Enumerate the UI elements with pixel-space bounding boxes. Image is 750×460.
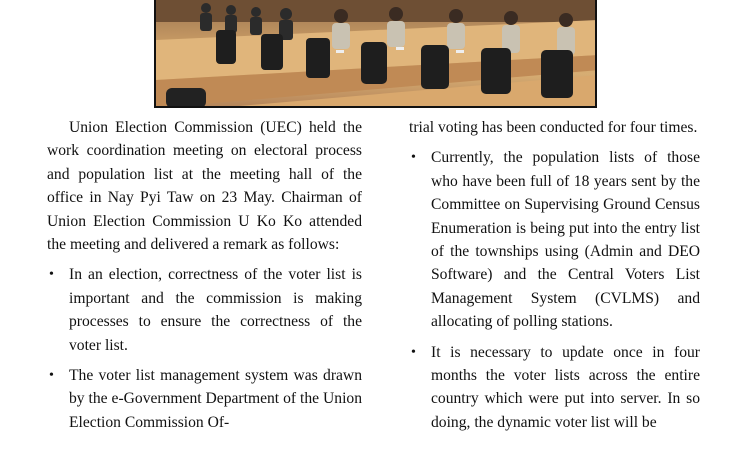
- bullet-text: It is necessary to update once in four months the voter lists across the entire country which were put into server. In so doing, the dynamic voter list will be: [431, 343, 700, 431]
- bullet-text: In an election, correctness of the voter list is important and the commission is making processes to ensure the correctness of the voter list.: [69, 266, 362, 354]
- bullet-text: Currently, the population lists of those who have been full of 18 years sent by the Committee on Supervising Ground Census Enumeration is being put into the entry list of the townships using (Admin and DEO Software) and the Central Voters List Management System (CVLMS) and allocating of polling stations.: [431, 149, 700, 331]
- bullet-icon: •: [411, 150, 416, 166]
- article-right-column: [409, 116, 700, 441]
- left-bullet-list: [47, 263, 362, 434]
- right-bullet-list: [409, 146, 700, 434]
- bullet-icon: •: [49, 267, 54, 283]
- bullet-icon: •: [49, 368, 54, 384]
- list-item: [47, 263, 362, 357]
- bullet-icon: •: [411, 344, 416, 360]
- meeting-hall-photo: [154, 0, 597, 108]
- continuation-text: trial voting has been conducted for four times.: [409, 119, 698, 136]
- list-item: [47, 364, 362, 434]
- list-item: [409, 341, 700, 435]
- article-left-column: [47, 116, 362, 441]
- bullet-text: The voter list management system was drawn by the e-Government Department of the Union Election Commission Of-: [69, 367, 362, 431]
- list-item: [409, 146, 700, 333]
- intro-paragraph: Union Election Commission (UEC) held the work coordination meeting on electoral process and population list at the meeting hall of the office in Nay Pyi Taw on 23 May. Chairman of Union Election Commission U Ko Ko attended the meeting and delivered a remark as follows:: [47, 119, 362, 254]
